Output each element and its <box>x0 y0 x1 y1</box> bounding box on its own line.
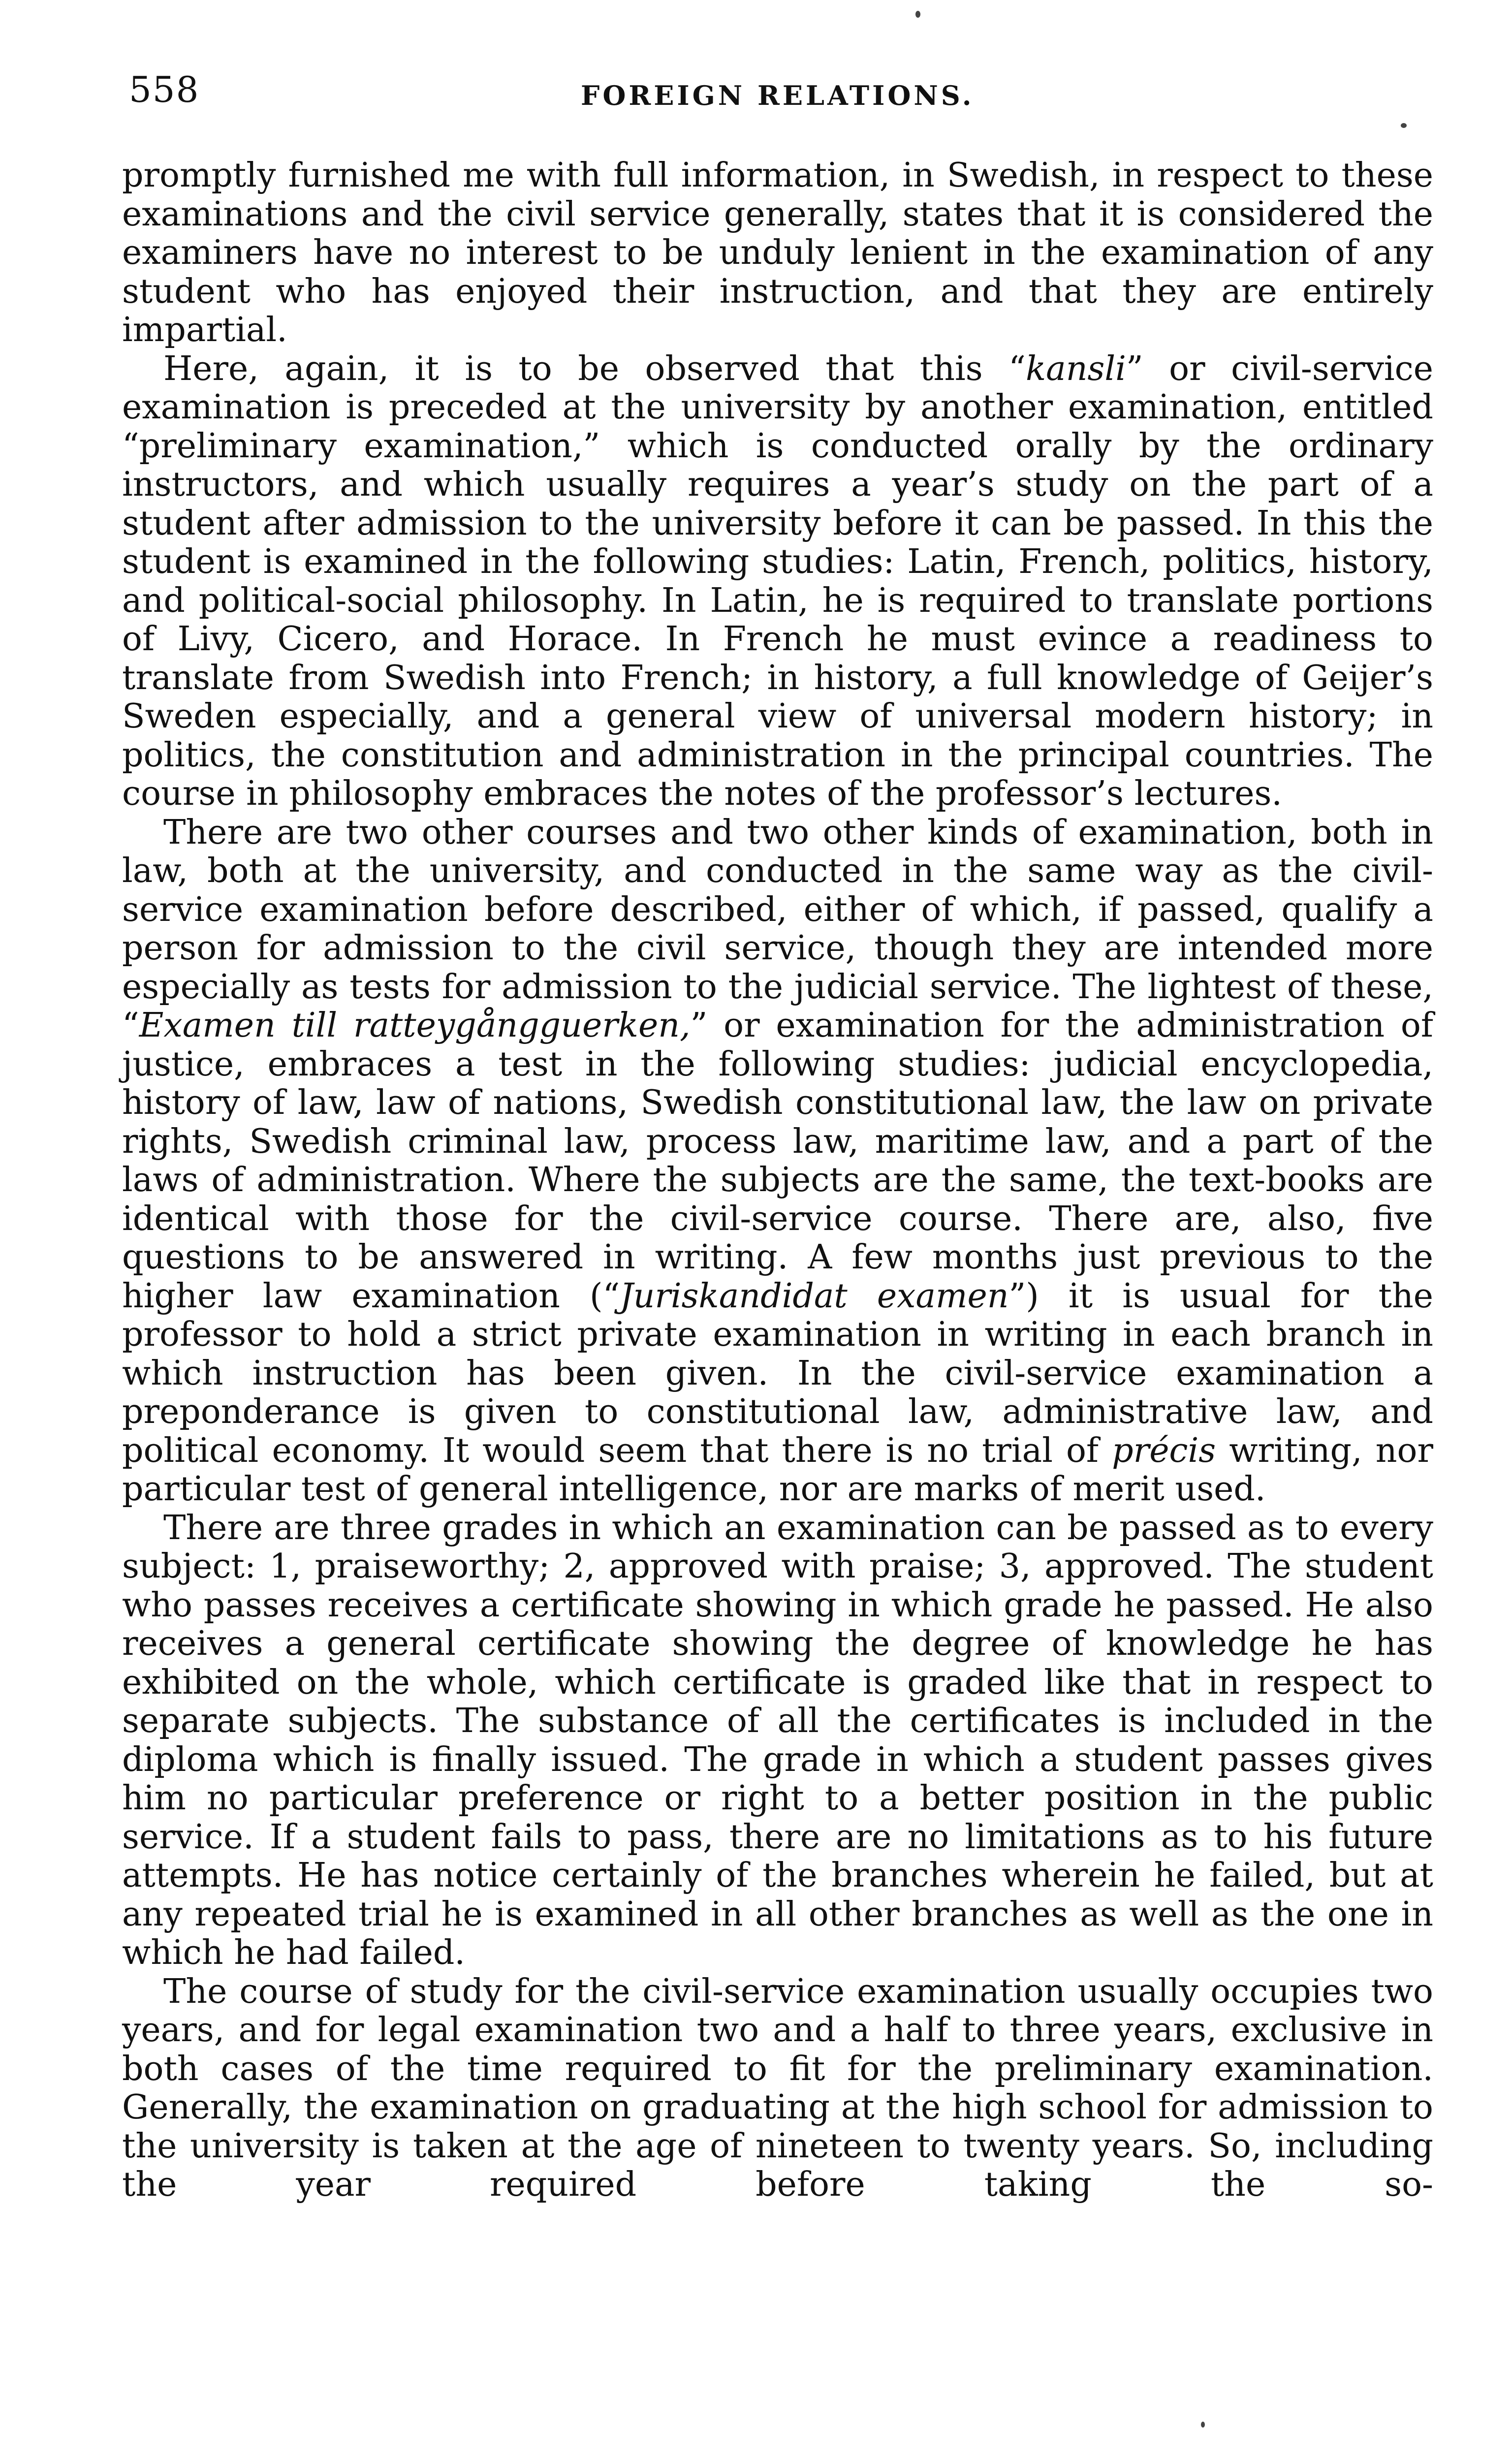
paragraph-course-of-study <box>122 1973 1433 2205</box>
text-run: Here, again, it is to be observed that this “ <box>163 349 1026 388</box>
text-run: The course of study for the civil-service examination usually occupies two years, and for legal examination two and a half to three years, exclusive in both cases of the time required to fit for the preliminary examination. Generally, the examination on graduating at the high school for admission to the university is taken at the age of nineteen to twenty years. So, including the year required before taking the so- <box>122 1972 1433 2204</box>
text-run: There are two other courses and two other kinds of examination, both in law, both at the university, and conducted in the same way as the civil-service examination before described, either of which, if passed, qualify a person for admission to the civil service, though they are intended more especially as tests for admission to the judicial service. The lightest of these, “ <box>122 813 1433 1045</box>
page-header <box>0 69 1512 118</box>
running-head: FOREIGN RELATIONS. <box>581 80 975 111</box>
page-number: 558 <box>129 69 200 110</box>
italic-term: kansli <box>1025 349 1126 388</box>
text-run: ” or civil-service examination is preceded at the university by another examination, entitled “preliminary examination,” which is conducted orally by the ordinary instructors, and which usually requires a year’s study on the part of a student after admission to the university before it can be passed. In this the student is examined in the following studies: Latin, French, politics, history, and political-social philosophy. In Latin, he is required to translate portions of Livy, Cicero, and Horace. In French he must evince a readiness to translate from Swedish into French; in history, a full knowledge of Geijer’s Sweden especially, and a general view of universal modern history; in politics, the constitution and administration in the principal countries. The course in philosophy embraces the notes of the professor’s lectures. <box>122 349 1433 813</box>
paragraph-grades <box>122 1509 1433 1973</box>
text-run: writing, nor particular test of general intelligence, nor are marks of merit used. <box>122 1431 1433 1509</box>
paragraph-continuation <box>122 157 1433 350</box>
paragraph-law-examinations <box>122 814 1433 1509</box>
print-speck <box>915 11 920 18</box>
text-run: ” or examination for the administration of justice, embraces a test in the following studies: judicial encyclopedia, history of law, law of nations, Swedish constitutional law, the law on private rights, Swedish criminal law, process law, maritime law, and a part of the laws of administration. Where the subjects are the same, the text-books are identical with those for the civil-service course. There are, also, five questions to be answered in writing. A few months just previous to the higher law examination (“ <box>122 1006 1433 1316</box>
text-run: promptly furnished me with full information, in Swedish, in respect to these examinations and the civil service generally, states that it is considered the examiners have no interest to be unduly lenient in the examination of any student who has enjoyed their instruction, and that they are entirely impartial. <box>122 156 1433 349</box>
print-speck <box>1201 2422 1205 2428</box>
italic-term: Examen till ratteygångguerken, <box>139 1006 691 1045</box>
text-run: There are three grades in which an examination can be passed as to every subject: 1, praiseworthy; 2, approved with praise; 3, approved. The student who passes receives a certificate showing in which grade he passed. He also receives a general certificate showing the degree of knowledge he has exhibited on the whole, which certificate is graded like that in respect to separate subjects. The substance of all the certificates is included in the diploma which is finally issued. The grade in which a student passes gives him no particular preference or right to a better position in the public service. If a student fails to pass, there are no limitations as to his future attempts. He has notice certainly of the branches wherein he failed, but at any repeated trial he is examined in all other branches as well as the one in which he had failed. <box>122 1508 1433 1972</box>
italic-term: Juriskandidat examen <box>620 1276 1009 1316</box>
print-speck <box>1401 123 1407 128</box>
text-run: ”) it is usual for the professor to hold a strict private examination in writing in each branch in which instruction has been given. In the civil-service examination a preponderance is given to constitutional law, administrative law, and political economy. It would seem that there is no trial of <box>122 1276 1433 1470</box>
paragraph-preliminary-examination <box>122 350 1433 814</box>
italic-term: précis <box>1112 1431 1216 1470</box>
body-text <box>122 157 1433 2205</box>
